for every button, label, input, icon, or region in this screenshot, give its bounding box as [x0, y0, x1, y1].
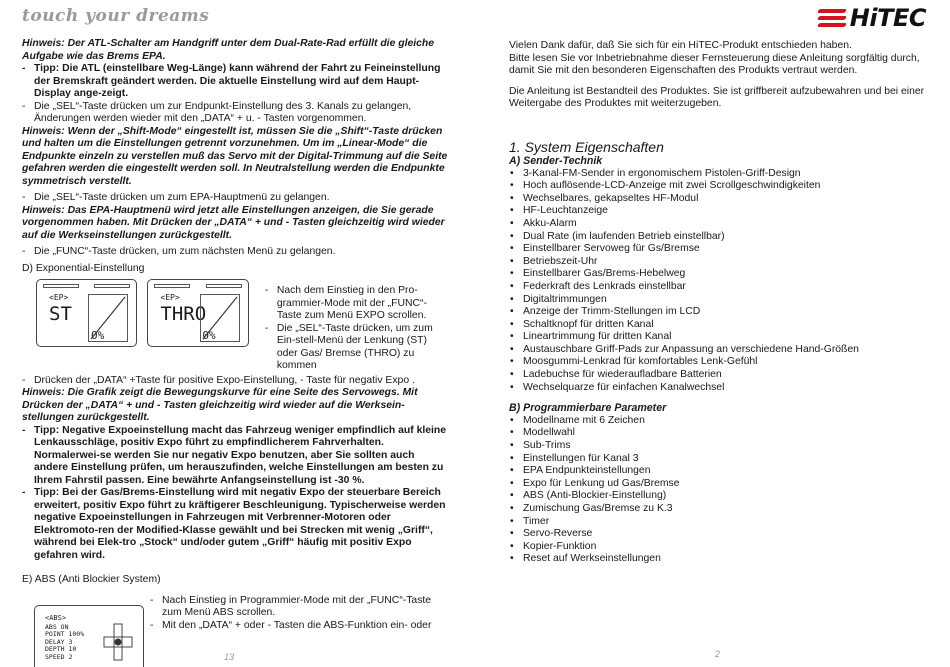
lcd-expo-steering	[36, 279, 137, 347]
expo-curve-graph	[88, 294, 128, 342]
left-content	[22, 38, 450, 667]
abs-step-1: - Nach Einstieg in Programmier-Mode mit der „FUNC“-Taste zum Menü ABS scrollen.	[150, 595, 448, 620]
page-number: 2	[715, 649, 721, 659]
note-expo-graph: Hinweis: Die Grafik zeigt die Bewegungskurve für eine Seite des Servowegs. Mit Drücken der „DATA“ + und - Tasten gleichzeitig wird wieder auf die Werksein-stellungen zurückgestellt.	[22, 387, 418, 423]
tip-atl: - Tipp: Die ATL (einstellbare Weg-Länge) kann während der Fahrt zu Feineinstellung der Bremskraft geändert werden. Die aktuelle Einstellung wird auf dem Haupt-Display ange-zeigt.	[22, 63, 450, 101]
list-item: • Ladebuchse für wiederaufladbare Batterien	[509, 369, 929, 382]
list-item: • Wechselquarze für einfachen Kanalwechsel	[509, 382, 929, 395]
intro-read: Bitte lesen Sie vor Inbetriebnahme dieser Fernsteuerung diese Anleitung sorgfältig durch, damit Sie mit den besonderen Eigenschaften des Produkts vertraut werden.	[509, 52, 920, 77]
section-expo: D) Exponential-Einstellung	[22, 262, 145, 274]
list-item: • Austauschbare Griff-Pads zur Anpassung an verschiedene Hand-Größen	[509, 344, 929, 357]
note-shift-mode: Hinweis: Wenn der „Shift-Mode“ eingestellt ist, müssen Sie die „Shift“-Taste drücken und halten um die Einstellungen getrennt vorzunehmen. Um im „Linear-Mode“ die Endpunkte einzeln zu verstellen muß das Servo mit der Digital-Trimmung auf die Seite gefahren werden die eingestellt werden soll. In Neutralstellung werden die Endpunkte symmetrisch verstellt.	[22, 125, 448, 187]
section-heading: 1. System Eigenschaften	[509, 138, 664, 155]
lcd-label: <EP>	[49, 293, 69, 302]
tip-throttle-expo: - Tipp: Bei der Gas/Brems-Einstellung wird mit negativ Expo der steuerbare Bereich erweitert, positiv Expo führt zu kräftigerer Beschleunigung. Typischerweise werden negative Expoeinstellungen in Fahrzeugen mit Verbrenner-Motoren oder Elektromoto-ren der Modified-Klasse gewählt und bei Strecken mit wenig „Griff“, während bei Elek-tro „Stock“ und/oder gutem „Griff“ häufig mit positiv Expo gefahren wird.	[22, 487, 450, 562]
intro-keep: Die Anleitung ist Bestandteil des Produktes. Sie ist griffbereit aufzubewahren und bei einer Weitergabe des Produktes mit weiterzugeben.	[509, 85, 925, 110]
abs-steps	[148, 591, 448, 633]
step-func: - Die „FUNC“-Taste drücken, um zum nächsten Menü zu gelangen.	[22, 246, 450, 259]
list-item: • Lineartrimmung für dritten Kanal	[509, 331, 929, 344]
subsection-transmitter: A) Sender-Technik	[509, 154, 603, 167]
note-atl: Hinweis: Der ATL-Schalter am Handgriff unter dem Dual-Rate-Rad erfüllt die gleiche Aufgabe wie das Brems EPA.	[22, 38, 435, 62]
dpad-icon	[103, 622, 133, 662]
list-transmitter-features	[509, 168, 929, 395]
intro	[509, 40, 929, 111]
list-item: • Hoch auflösende-LCD-Anzeige mit zwei Scrollgeschwindigkeiten	[509, 180, 929, 193]
list-item: • Betriebszeit-Uhr	[509, 256, 929, 269]
list-item: • Timer	[509, 516, 929, 529]
right-content	[509, 40, 929, 566]
list-item: • Expo für Lenkung ud Gas/Bremse	[509, 478, 929, 491]
lcd-abs-line: SPEED 2	[45, 652, 73, 661]
lcd-channel: THRO	[160, 303, 207, 325]
lcd-expo-throttle	[147, 279, 248, 347]
lcd-abs	[34, 605, 144, 667]
list-item: • Einstellbarer Servoweg für Gs/Bremse	[509, 243, 929, 256]
brand-logo	[818, 4, 926, 32]
list-item: • Schaltknopf für dritten Kanal	[509, 319, 929, 332]
list-item: • Modellname mit 6 Zeichen	[509, 415, 929, 428]
tip-negative-expo: - Tipp: Negative Expoeinstellung macht das Fahrzeug weniger empfindlich auf kleine Lenkausschläge, positiv Expo führt zu empfindlicherem Fahrverhalten. Normalerwei-se werden Sie nur negativ Expo benutzen, aber Sie sollten auch andere Einstellung prüfen, um herauszufinden, welche Einstellungen am besten zu Ihrem Fahrstil passen. Eine bewährte Anfangseinstellung ist -30 %.	[22, 425, 450, 488]
list-item: • Federkraft des Lenkrads einstellbar	[509, 281, 929, 294]
lcd-abs-line: DEPTH 10	[45, 645, 77, 653]
list-item: • Modellwahl	[509, 427, 929, 440]
lcd-value: 0%	[91, 329, 105, 342]
lcd-abs-title: <ABS>	[45, 613, 67, 622]
list-item: • Einstellungen für Kanal 3	[509, 453, 929, 466]
intro-thanks: Vielen Dank dafür, daß Sie sich für ein HiTEC-Produkt entschieden haben.	[509, 40, 852, 51]
list-item: • Zumischung Gas/Bremse zu K.3	[509, 503, 929, 516]
list-item: • Anzeige der Trimm-Stellungen im LCD	[509, 306, 929, 319]
list-item: • Reset auf Werkseinstellungen	[509, 553, 929, 566]
list-item: • 3-Kanal-FM-Sender in ergonomischem Pistolen-Griff-Design	[509, 168, 929, 181]
swoosh-icon	[818, 6, 846, 30]
abs-illustration-row	[22, 591, 450, 667]
expo-step-3: - Drücken der „DATA“ +Taste für positive Expo-Einstellung, - Taste für negativ Expo .	[22, 375, 450, 388]
slogan: touch your dreams	[22, 6, 210, 26]
page-number: 13	[224, 652, 235, 662]
note-epa-main: Hinweis: Das EPA-Hauptmenü wird jetzt alle Einstellungen anzeigen, die Sie gerade vorgenommen haben. Mit Drücken der „DATA“ + und - Tasten gleichzeitig wird wieder auf die Werkseinstellungen zurückgestellt.	[22, 204, 445, 241]
lcd-abs-line: ABS ON	[45, 622, 69, 631]
expo-step-2: - Die „SEL“-Taste drücken, um zum Ein-stell-Menü der Lenkung (ST) oder Gas/ Bremse (THRO) zu kommen	[265, 323, 450, 373]
lcd-abs-line: POINT 100%	[45, 630, 85, 638]
expo-illustration-row	[36, 279, 450, 373]
list-item: • Servo-Reverse	[509, 528, 929, 541]
section-abs: E) ABS (Anti Blockier System)	[22, 574, 161, 585]
list-item: • Sub-Trims	[509, 440, 929, 453]
lcd-value: 0%	[202, 329, 216, 342]
list-item: • Moosgummi-Lenkrad für komfortables Lenk-Gefühl	[509, 356, 929, 369]
list-item: • HF-Leuchtanzeige	[509, 205, 929, 218]
expo-curve-graph	[200, 294, 240, 342]
list-item: • Akku-Alarm	[509, 218, 929, 231]
list-item: • Digitaltrimmungen	[509, 294, 929, 307]
expo-step-1: - Nach dem Einstieg in den Pro-grammier-Mode mit der „FUNC“-Taste zum Menü EXPO scrollen.	[265, 285, 450, 323]
abs-step-2: - Mit den „DATA“ + oder - Tasten die ABS-Funktion ein- oder	[150, 620, 448, 633]
lcd-label: <EP>	[160, 293, 180, 302]
step-sel-epa: - Die „SEL“-Taste drücken um zum EPA-Hauptmenü zu gelangen.	[22, 192, 450, 205]
right-page	[475, 0, 950, 667]
list-item: • Dual Rate (im laufenden Betrieb einstellbar)	[509, 231, 929, 244]
subsection-parameters: B) Programmierbare Parameter	[509, 402, 667, 415]
list-programmable-parameters	[509, 415, 929, 566]
lcd-channel: ST	[49, 303, 72, 325]
logo-text: HiTEC	[849, 4, 926, 32]
expo-steps	[265, 285, 450, 373]
lcd-abs-line: DELAY 3	[45, 637, 73, 646]
list-item: • Kopier-Funktion	[509, 541, 929, 554]
list-item: • ABS (Anti-Blockier-Einstellung)	[509, 490, 929, 503]
lcd-abs-lines	[45, 624, 84, 662]
list-item: • EPA Endpunkteinstellungen	[509, 465, 929, 478]
list-item: • Wechselbares, gekapseltes HF-Modul	[509, 193, 929, 206]
step-sel-endpoint: - Die „SEL“-Taste drücken um zur Endpunkt-Einstellung des 3. Kanals zu gelangen, Änderungen werden wieder mit den „DATA“ + u. - Tasten vorgenommen.	[22, 101, 450, 126]
list-item: • Einstellbarer Gas/Brems-Hebelweg	[509, 268, 929, 281]
